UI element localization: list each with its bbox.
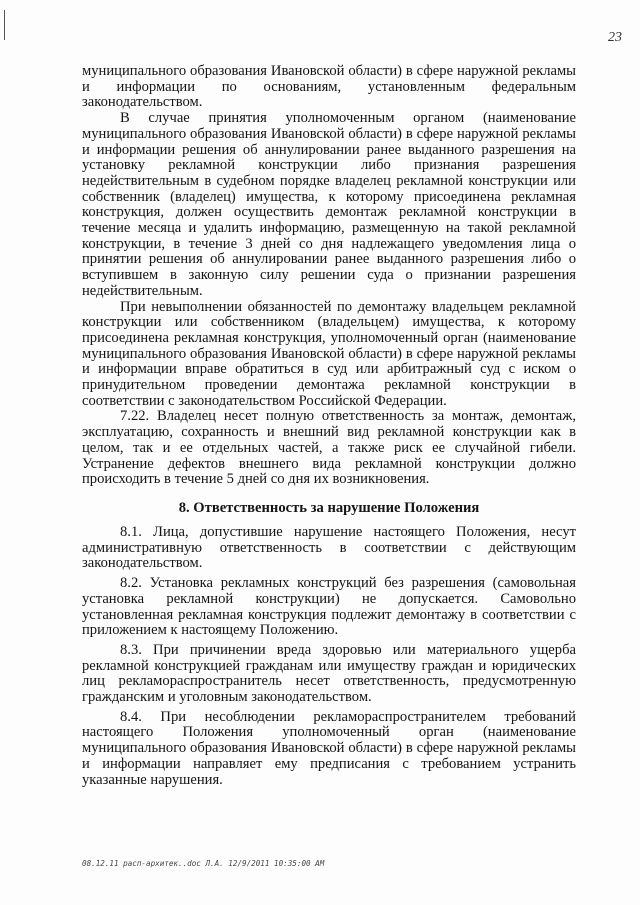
scan-margin-line bbox=[4, 10, 5, 40]
document-body bbox=[82, 64, 576, 788]
paragraph-8-2: 8.2. Установка рекламных конструкций без разрешения (самовольная установка рекламной конструкции) не допускается. Самовольно установленная рекламная конструкция подлежит демонтажу в соответствии с приложением к настоящему Положению. bbox=[82, 575, 576, 639]
section-heading: 8. Ответственность за нарушение Положения bbox=[178, 499, 480, 516]
paragraph-non-fulfillment: При невыполнении обязанностей по демонтажу владельцем рекламной конструкции или собственником (владельцем) имущества, к которому присоединена рекламная конструкция, уполномоченный орган (наименование муниципального образования Ивановской области) в сфере наружной рекламы и информации вправе обратиться в суд или арбитражный суд с иском о принудительном проведении демонтажа рекламной конструкции в соответствии с законодательством Российской Федерации. bbox=[82, 298, 576, 409]
file-footer: 08.12.11 расп-архитек..doc Л.А. 12/9/2011 10:35:00 AM bbox=[82, 859, 325, 868]
paragraph-8-3: 8.3. При причинении вреда здоровью или материального ущерба рекламной конструкцией гражданам или имуществу граждан и юридических лиц рекламораспространитель несет ответственность, предусмотренную гражданским и уголовным законодательством. bbox=[82, 641, 576, 706]
paragraph-7-22: 7.22. Владелец несет полную ответственность за монтаж, демонтаж, эксплуатацию, сохранность и внешний вид рекламной конструкции как в целом, так и ее отдельных частей, а также риск ее случайной гибели. Устранение дефектов внешнего вида рекламной конструкции должно происходить в течение 5 дней со дня их возникновения. bbox=[82, 408, 576, 488]
paragraph-8-1: 8.1. Лица, допустившие нарушение настоящего Положения, несут административную ответственность в соответствии с действующим законодательством. bbox=[82, 523, 576, 572]
paragraph-annulment: В случае принятия уполномоченным органом (наименование муниципального образования Ивановской области) в сфере наружной рекламы и информации решения об аннулировании ранее выданного разрешения на установку рекламной конструкции либо признания разрешения недействительным в судебном порядке владелец рекламной конструкции или собственник (владелец) имущества, к которому присоединена рекламная конструкция, должен осуществить демонтаж рекламной конструкции в течение месяца и удалить информацию, размещенную на такой рекламной конструкции, в течение 3 дней со дня надлежащего уведомления лица о принятии решения об аннулировании ранее выданного разрешения либо о вступившем в законную силу решении суда о признании разрешения недействительным. bbox=[82, 110, 576, 299]
page-number: 23 bbox=[608, 30, 622, 45]
paragraph-8-4: 8.4. При несоблюдении рекламораспространителем требований настоящего Положения уполномоченный орган (наименование муниципального образования Ивановской области) в сфере наружной рекламы и информации направляет ему предписания с требованием устранить указанные нарушения. bbox=[82, 708, 576, 788]
paragraph-continuation: муниципального образования Ивановской области) в сфере наружной рекламы и информации по основаниям, установленным федеральным законодательством. bbox=[82, 63, 576, 111]
